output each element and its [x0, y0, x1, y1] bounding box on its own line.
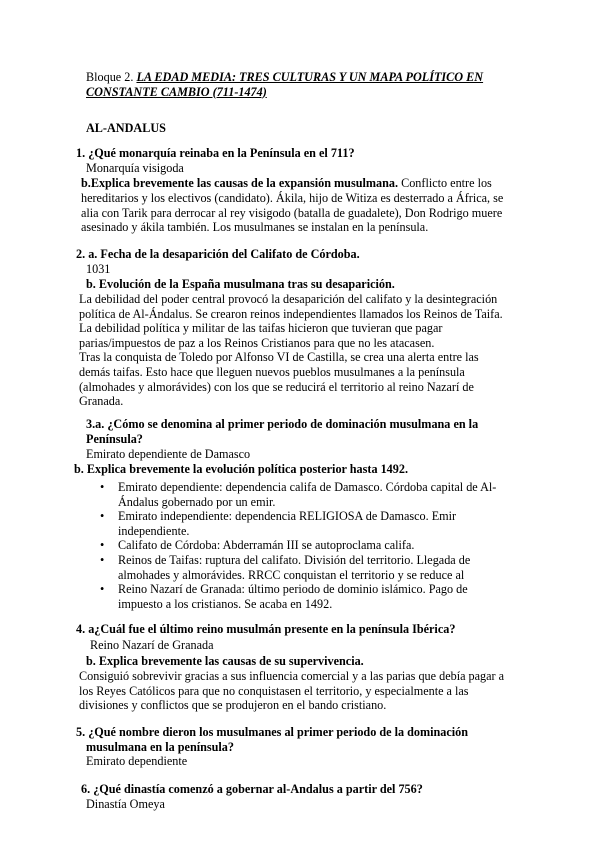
q1b-answer [81, 191, 521, 235]
q2b-question: b. Evolución de la España musulmana tras su desaparición. [86, 277, 395, 291]
q2-answer: 1031 [86, 262, 111, 276]
q4b-answer-line: divisiones y conflictos que se produjeron en el bando cristiano. [79, 698, 387, 713]
q5-answer: Emirato dependiente [86, 754, 188, 768]
q1b-answer-start: Conflicto entre los [398, 176, 492, 190]
q1b-paragraph [81, 176, 492, 191]
q1-answer: Monarquía visigoda [86, 161, 184, 175]
q5-question [76, 725, 516, 754]
header-title-line1: LA EDAD MEDIA: TRES CULTURAS Y UN MAPA POLÍTICO EN [136, 70, 484, 84]
q4b-answer-line: los Reyes Católicos para que no conquistasen el territorio, y especialmente a las [79, 683, 469, 698]
q4-question: 4. a¿Cuál fue el último reino musulmán presente en la península Ibérica? [76, 622, 456, 636]
q4-answer: Reino Nazarí de Granada [90, 638, 214, 652]
q2-question: 2. a. Fecha de la desaparición del Califato de Córdoba. [76, 247, 360, 261]
bullet-icon: • [100, 552, 105, 567]
q2b-answer-line: (almohades y almorávides) con los que se reducirá el territorio al reino Nazarí de [79, 379, 474, 394]
q2b-answer-line: parias/impuestos de paz a los Reinos Cristianos para que no les atacasen. [79, 335, 435, 350]
header-prefix: Bloque 2. [86, 70, 137, 84]
bullet-icon: • [100, 480, 105, 494]
q4b-answer-line: Consiguió sobrevivir gracias a sus influencia comercial y a las parias que debía pagar a [79, 669, 505, 683]
q3-answer: Emirato dependiente de Damasco [86, 447, 251, 461]
q4b-question: b. Explica brevemente las causas de su supervivencia. [86, 654, 364, 668]
q3-question-line1: 3.a. ¿Cómo se denomina al primer periodo de dominación musulmana en la [86, 417, 479, 431]
bullet-icon: • [100, 582, 105, 597]
q1b-question: b.Explica brevemente las causas de la expansión musulmana. [81, 176, 399, 190]
q6-answer: Dinastía Omeya [86, 797, 165, 811]
q2b-answer [79, 292, 519, 409]
q2b-answer-line: La debilidad del poder central provocó la desaparición del califato y la desintegración [79, 292, 498, 306]
header-title-line2: CONSTANTE CAMBIO (711-1474) [86, 84, 267, 99]
q5-question-line1: 5. ¿Qué nombre dieron los musulmanes al primer periodo de la dominación [76, 725, 469, 739]
q3b-question: b. Explica brevemente la evolución política posterior hasta 1492. [74, 462, 409, 476]
q1b-answer-line: alia con Tarik para derrocar al rey visigodo (batalla de guadalete), Don Rodrigo muere [81, 205, 503, 220]
bullet-icon: • [100, 538, 105, 553]
q3-question-line2: Península? [86, 431, 143, 446]
q2b-answer-line: Granada. [79, 394, 124, 409]
q1-question: 1. ¿Qué monarquía reinaba en la Península en el 711? [76, 146, 355, 160]
q6-question: 6. ¿Qué dinastía comenzó a gobernar al-Andalus a partir del 756? [81, 782, 423, 796]
q2b-answer-line: política de Al-Ándalus. Se crearon reinos independientes llamados los Reinos de Taifa. [79, 306, 503, 321]
q4b-answer [79, 669, 519, 713]
list-item: • Emirato dependiente: dependencia califa de Damasco. Córdoba capital de Al-Ándalus gobernado por un emir. [100, 480, 497, 509]
q2b-answer-line: La debilidad política y militar de las taifas hicieron que tuvieran que pagar [79, 321, 443, 336]
list-item: • Reinos de Taifas: ruptura del califato. División del territorio. Llegada de almohades y almorávides. RRCC conquistan el territorio y se reduce al [100, 552, 471, 582]
list-item: • Reino Nazarí de Granada: último periodo de dominio islámico. Pago de impuesto a los cristianos. Se acaba en 1492. [100, 582, 468, 611]
q3b-bullet-list [100, 480, 500, 611]
list-item: • Califato de Córdoba: Abderramán III se autoproclama califa. [100, 538, 415, 553]
q2b-answer-line: Tras la conquista de Toledo por Alfonso VI de Castilla, se crea una alerta entre las [79, 350, 479, 365]
q5-question-line2: musulmana en la península? [86, 739, 234, 754]
q2b-answer-line: demás taifas. Esto hace que lleguen nuevos pueblos musulmanes a la península [79, 364, 465, 379]
q3-question [86, 417, 526, 446]
bullet-icon: • [100, 509, 105, 524]
q1b-answer-line: hereditarios y los electivos (candidato). Ákila, hijo de Witiza es desterrado a África, se [81, 191, 504, 205]
q1b-answer-line: asesinado y ákila también. Los musulmanes se instalan en la península. [81, 220, 429, 235]
section-title: AL-ANDALUS [86, 121, 166, 135]
document-header [86, 70, 526, 99]
list-item: • Emirato independiente: dependencia RELIGIOSA de Damasco. Emir independiente. [100, 509, 457, 538]
